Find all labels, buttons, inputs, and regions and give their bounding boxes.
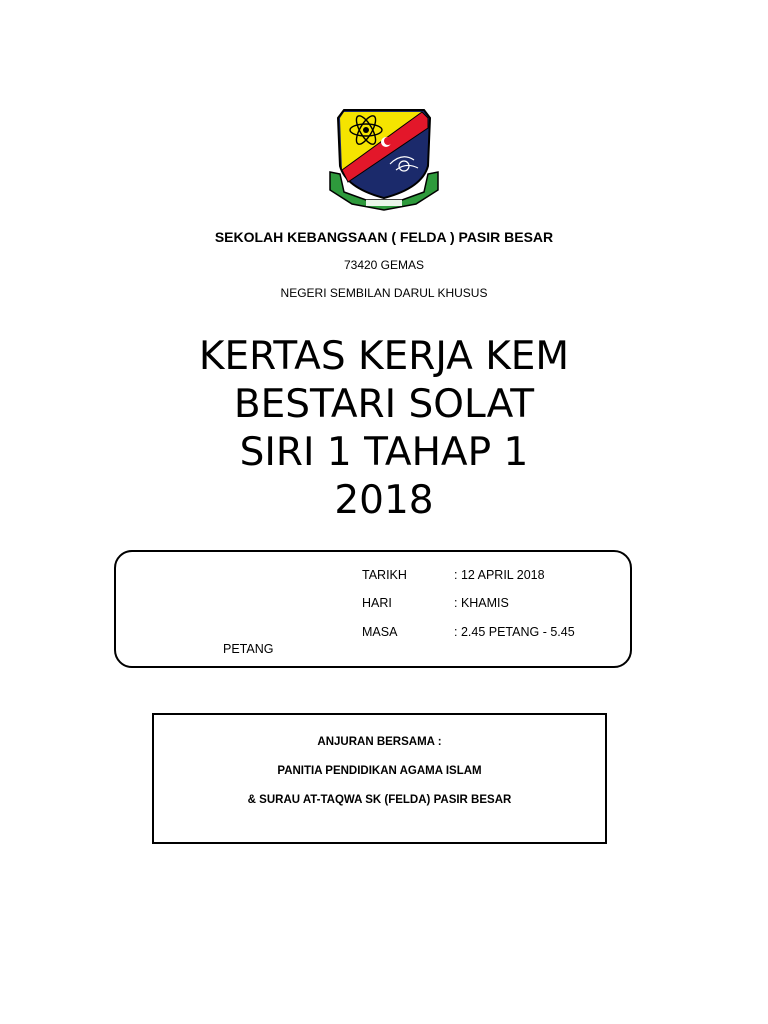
school-name: SEKOLAH KEBANGSAAN ( FELDA ) PASIR BESAR bbox=[214, 229, 554, 245]
event-details-box bbox=[114, 550, 632, 668]
day-value: : KHAMIS bbox=[454, 596, 509, 610]
title-line-2: BESTARI SOLAT bbox=[233, 382, 535, 427]
day-label: HARI bbox=[362, 596, 392, 610]
title-line-3: SIRI 1 TAHAP 1 bbox=[239, 430, 529, 475]
time-label: MASA bbox=[362, 625, 398, 639]
title-line-1: KERTAS KERJA KEM bbox=[198, 334, 570, 379]
organizer-box bbox=[152, 713, 607, 844]
crest-icon bbox=[326, 104, 442, 212]
postcode-city: 73420 GEMAS bbox=[343, 258, 425, 272]
organizer-line-2: & SURAU AT-TAQWA SK (FELDA) PASIR BESAR bbox=[247, 794, 512, 806]
organizer-heading: ANJURAN BERSAMA : bbox=[317, 736, 442, 748]
document-title bbox=[0, 333, 768, 525]
organizer-line-1: PANITIA PENDIDIKAN AGAMA ISLAM bbox=[277, 765, 482, 777]
state-name: NEGERI SEMBILAN DARUL KHUSUS bbox=[280, 286, 488, 300]
time-value: : 2.45 PETANG - 5.45 bbox=[454, 625, 575, 639]
time-continuation: PETANG bbox=[223, 642, 274, 656]
title-line-4: 2018 bbox=[334, 478, 434, 523]
date-value: : 12 APRIL 2018 bbox=[454, 568, 545, 582]
school-crest-logo bbox=[326, 104, 442, 212]
date-label: TARIKH bbox=[362, 568, 407, 582]
